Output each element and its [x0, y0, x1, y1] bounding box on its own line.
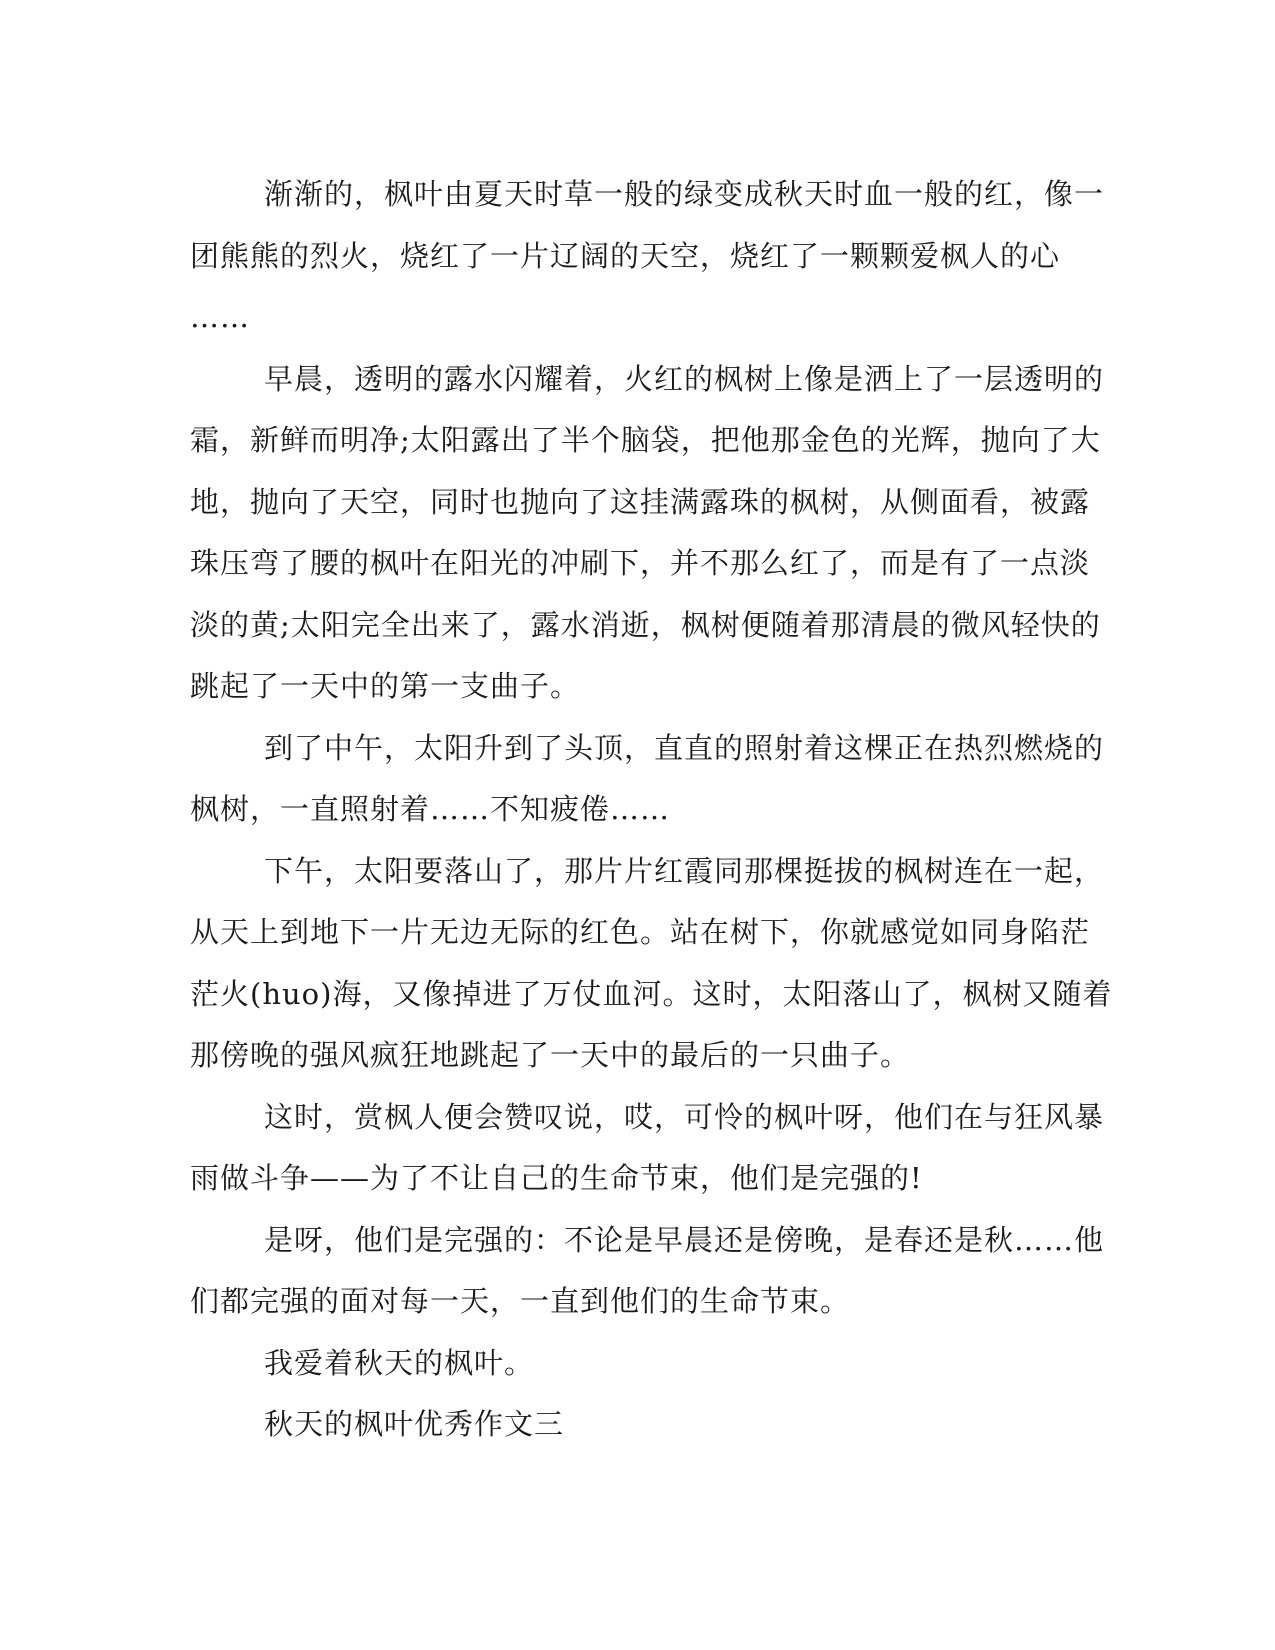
section-heading: 秋天的枫叶优秀作文三	[264, 1407, 565, 1441]
text-line: 渐渐的，枫叶由夏天时草一般的绿变成秋天时血一般的红，像一	[264, 177, 1105, 211]
text-line: ……	[190, 300, 250, 334]
text-line: 霜，新鲜而明净;太阳露出了半个脑袋，把他那金色的光辉，抛向了大	[190, 423, 1101, 457]
essay-body	[190, 164, 1113, 1456]
text-line: 们都完强的面对每一天，一直到他们的生命节束。	[190, 1284, 851, 1318]
text-line: 从天上到地下一片无边无际的红色。站在树下，你就感觉如同身陷茫	[190, 915, 1091, 949]
text-line: 珠压弯了腰的枫叶在阳光的冲刷下，并不那么红了，而是有了一点淡	[190, 546, 1091, 580]
text-line: 团熊熊的烈火，烧红了一片辽阔的天空，烧红了一颗颗爱枫人的心	[190, 238, 1061, 273]
text-line: 是呀，他们是完强的：不论是早晨还是傍晚，是春还是秋……他	[264, 1222, 1105, 1257]
text-line: 茫火(huo)海，又像掉进了万仗血河。这时，太阳落山了，枫树又随着	[190, 976, 1113, 1011]
text-line: 下午，太阳要落山了，那片片红霞同那棵挺拔的枫树连在一起，	[264, 853, 1105, 888]
text-line: 枫树，一直照射着……不知疲倦……	[190, 792, 671, 826]
text-line: 地，抛向了天空，同时也抛向了这挂满露珠的枫树，从侧面看，被露	[190, 484, 1091, 519]
text-line: 那傍晚的强风疯狂地跳起了一天中的最后的一只曲子。	[190, 1038, 911, 1072]
text-line: 淡的黄;太阳完全出来了，露水消逝，枫树便随着那清晨的微风轻快的	[190, 607, 1101, 642]
text-line: 这时，赏枫人便会赞叹说，哎，可怜的枫叶呀，他们在与狂风暴	[264, 1099, 1105, 1134]
text-line: 雨做斗争——为了不让自己的生命节束，他们是完强的!	[190, 1161, 923, 1195]
text-line: 到了中午，太阳升到了头顶，直直的照射着这棵正在热烈燃烧的	[264, 730, 1105, 765]
text-line: 早晨，透明的露水闪耀着，火红的枫树上像是洒上了一层透明的	[264, 361, 1105, 396]
text-line: 跳起了一天中的第一支曲子。	[190, 669, 581, 703]
text-line: 我爱着秋天的枫叶。	[264, 1345, 535, 1380]
